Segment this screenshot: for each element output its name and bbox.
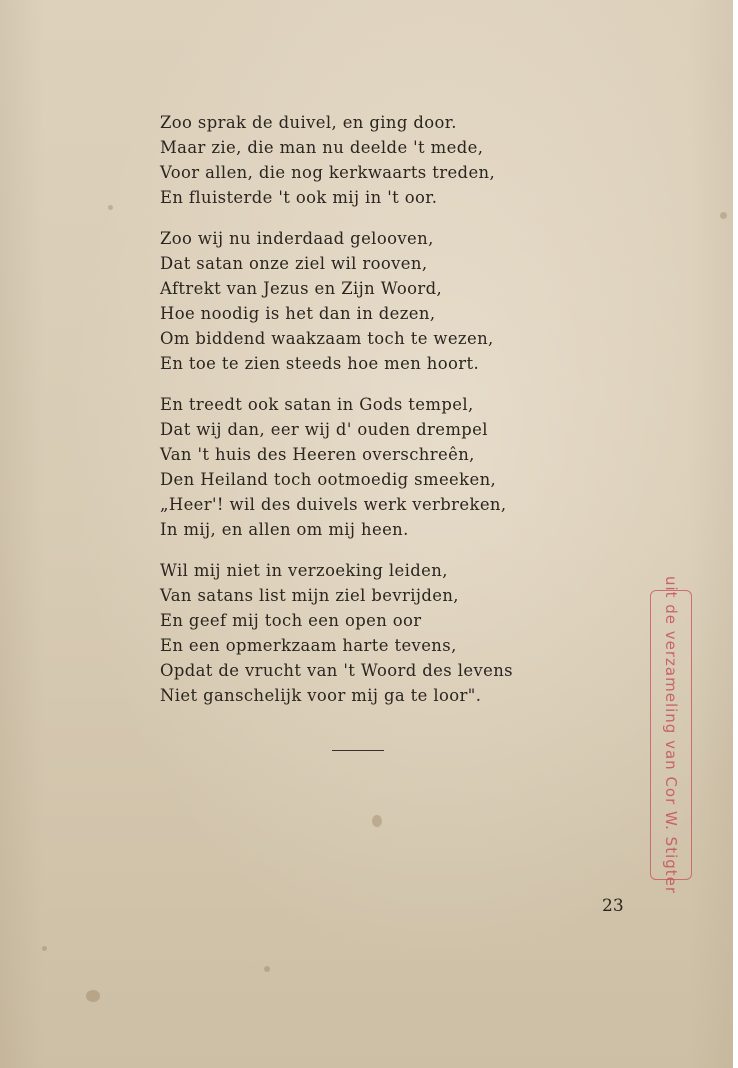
poem-line: Voor allen, die nog kerkwaarts treden, — [160, 163, 496, 182]
paper-spot — [264, 966, 270, 972]
poem-line: Den Heiland toch ootmoedig smeeken, — [160, 470, 497, 489]
poem-line: Zoo wij nu inderdaad gelooven, — [160, 229, 434, 248]
section-divider — [332, 750, 384, 751]
poem-line: Aftrekt van Jezus en Zijn Woord, — [160, 279, 443, 298]
poem-line: En een opmerkzaam harte tevens, — [160, 636, 457, 655]
poem-line: Opdat de vrucht van 't Woord des levens — [160, 661, 513, 680]
poem-line: Wil mij niet in verzoeking leiden, — [160, 561, 448, 580]
poem-line: En treedt ook satan in Gods tempel, — [160, 395, 474, 414]
poem-line: En fluisterde 't ook mij in 't oor. — [160, 188, 438, 207]
paper-spot — [372, 815, 382, 827]
poem-line: En geef mij toch een open oor — [160, 611, 422, 630]
collection-stamp — [650, 575, 692, 895]
poem-line: Om biddend waakzaam toch te wezen, — [160, 329, 494, 348]
poem-line: Van satans list mijn ziel bevrijden, — [160, 586, 459, 605]
poem-line: Dat satan onze ziel wil rooven, — [160, 254, 428, 273]
poem-line: Van 't huis des Heeren overschreên, — [160, 445, 475, 464]
stamp-text: uit de verzameling van Cor W. Stigter — [662, 575, 680, 895]
paper-spot — [108, 205, 113, 210]
stanza — [160, 558, 580, 708]
poem-line: Niet ganschelijk voor mij ga te loor". — [160, 686, 482, 705]
poem — [160, 110, 580, 724]
paper-spot — [720, 212, 727, 219]
poem-line: In mij, en allen om mij heen. — [160, 520, 409, 539]
page-number: 23 — [602, 896, 624, 916]
paper-spot — [86, 990, 100, 1002]
poem-line: Zoo sprak de duivel, en ging door. — [160, 113, 457, 132]
poem-line: Maar zie, die man nu deelde 't mede, — [160, 138, 484, 157]
stanza — [160, 110, 580, 210]
poem-line: Dat wij dan, eer wij d' ouden drempel — [160, 420, 488, 439]
paper-spot — [42, 946, 47, 951]
stanza — [160, 392, 580, 542]
poem-line: „Heer'! wil des duivels werk verbreken, — [160, 495, 507, 514]
poem-line: Hoe noodig is het dan in dezen, — [160, 304, 436, 323]
stanza — [160, 226, 580, 376]
poem-line: En toe te zien steeds hoe men hoort. — [160, 354, 480, 373]
